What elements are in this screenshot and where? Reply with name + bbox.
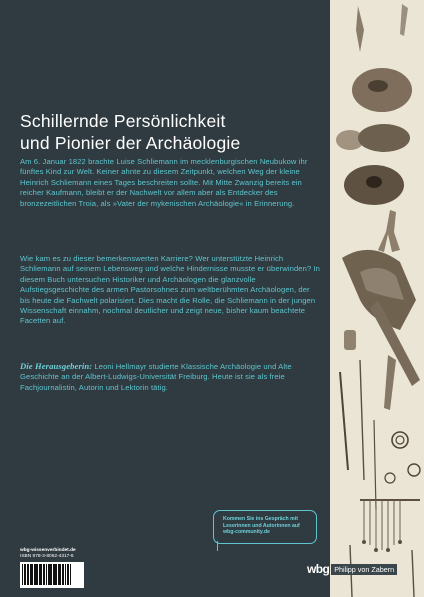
publisher-url: wbg-wissenverbindet.de <box>20 548 76 553</box>
artifact-illustration-strip <box>330 0 424 597</box>
blurb-paragraph-2: Wie kam es zu dieser bemerkenswerten Karriere? Wer unterstützte Heinrich Schliemann auf seinem Lebensweg und welche Hindernisse musste er überwinden? In diesem Buch untersuchen Historiker und Archäologen die glanzvolle Aufstiegsgeschichte des armen Pastorsohnes zum weltberühmten Archäologen, der bis heute die Fachwelt polarisiert. Dies macht die Rolle, die Schliemann in der jungen Wissenschaft einnahm, nochmal deutlicher und zeigt neue, bisher kaum beachtete Facetten auf. <box>20 254 321 326</box>
blade-artifact <box>400 4 408 36</box>
diadem-artifact <box>360 500 420 552</box>
spiral-ornament-artifact <box>392 432 408 448</box>
barcode <box>20 562 84 588</box>
speech-bubble-tail <box>217 541 218 551</box>
wbg-logo: wbg <box>307 562 330 576</box>
isbn-number: ISBN 978-3-8062-4317-6 <box>20 554 74 559</box>
editor-bio: Leoni Hellmayr studierte Klassische Archäologie und Alte Geschichte an der Albert-Ludwigs-Universität Freiburg. Heute ist sie als freie Fachjournalistin, Autorin und Lektorin tätig. <box>20 362 292 392</box>
publisher-mark <box>307 562 397 576</box>
artifact-drawings <box>330 0 424 597</box>
blurb-paragraph-1: Am 6. Januar 1822 brachte Luise Schliemann im mecklenburgischen Neubukow ihr fünftes Kind zur Welt. Keiner ahnte zu diesem Zeitpunkt, welchen Weg der kleine Heinrich Schliemann eines Tages beschreiten sollte. Mit Mitte Zwanzig bereits ein reicher Kaufmann, bleibt er der Nachwelt vor allem aber als Entdecker des bronzezeitlichen Troia, als »Vater der mykenischen Archäologie« in Erinnerung. <box>20 157 308 208</box>
editor-paragraph <box>20 361 320 393</box>
barcode-block <box>20 548 100 588</box>
editor-label: Die Herausgeberin: <box>20 361 93 371</box>
arrowhead-artifact <box>356 6 364 52</box>
pin-artifact <box>340 372 348 470</box>
publisher-name: Philipp von Zabern <box>331 564 397 575</box>
title-line-1: Schillernde Persönlichkeit <box>20 111 226 131</box>
community-text: Kommen Sie ins Gespräch mit Leserinnen und Autorinnen auf wbg-community.de <box>223 516 300 536</box>
stone-artifact <box>358 124 410 152</box>
figurine-artifact <box>378 210 400 252</box>
title-line-2: und Pionier der Archäologie <box>20 133 241 153</box>
cover-title <box>20 110 320 154</box>
pendant-artifact <box>344 330 356 350</box>
knife-artifact <box>384 355 396 410</box>
community-speech-bubble <box>213 510 317 544</box>
